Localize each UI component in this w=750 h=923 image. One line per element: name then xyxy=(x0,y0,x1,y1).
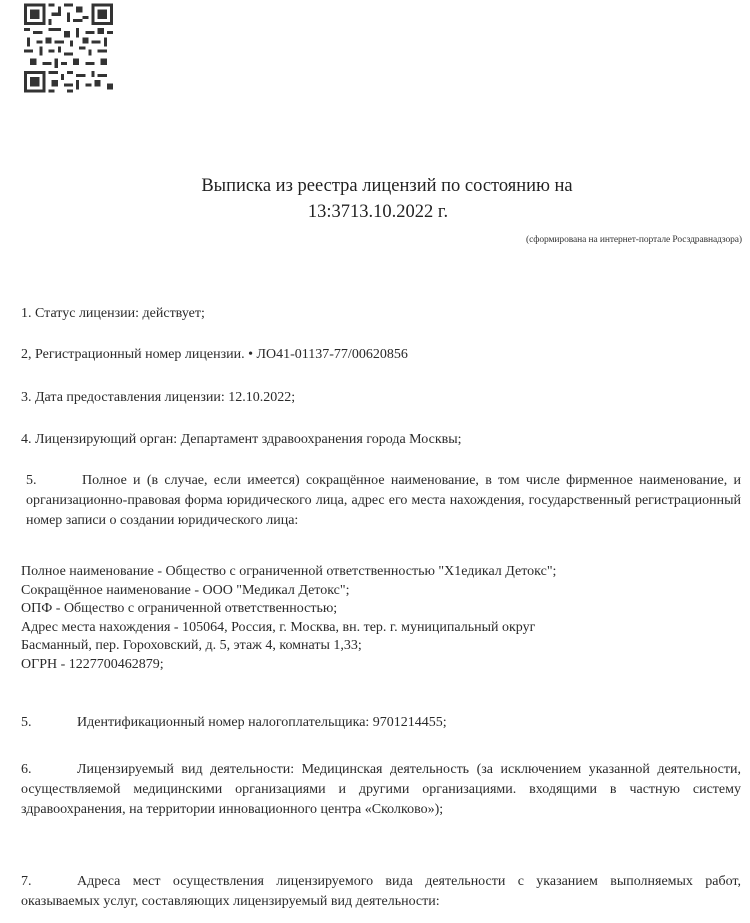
issue-date: 3. Дата предоставления лицензии: 12.10.2022; xyxy=(21,390,296,405)
licensing-authority: 4. Лицензирующий орган: Департамент здравоохранения города Москвы; xyxy=(21,432,462,447)
section-number: 5. xyxy=(26,473,37,488)
activity-text: Лицензируемый вид деятельности: Медицинская деятельность (за исключением указанной деятельности, осуществляемой медицинскими организациями и другими организациями. входящими в частную систему здравоохранения, на территории инновационного центра «Сколково»); xyxy=(21,762,741,817)
qr-code-icon xyxy=(24,3,113,93)
short-name: Сокращённое наименование - ООО "Медикал Детокс"; xyxy=(21,582,350,598)
full-name: Полное наименование - Общество с ограниченной ответственностью "Х1едикал Детокс"; xyxy=(21,564,557,579)
address-line-1: Адрес места нахождения - 105064, Россия, г. Москва, вн. тер. г. муниципальный округ xyxy=(21,619,536,635)
document-title xyxy=(0,173,750,225)
addresses-text: Адреса мест осуществления лицензируемого вида деятельности с указанием выполняемых работ, оказываемых услуг, составляющих лицензируемый вид деятельности: xyxy=(21,874,741,909)
source-note: (сформирована на интернет-портале Росздравнадзора) xyxy=(526,235,742,245)
title-line-1: Выписка из реестра лицензий по состоянию на xyxy=(201,176,573,196)
section-number: 7. xyxy=(21,874,32,889)
legal-form: ОПФ - Общество с ограниченной ответственностью; xyxy=(21,601,338,616)
section-number: 6. xyxy=(21,762,32,777)
section-number: 5. xyxy=(21,715,32,730)
ogrn: ОГРН - 1227700462879; xyxy=(21,656,164,672)
inn-section xyxy=(21,713,741,733)
address-line-2: Басманный, пер. Гороховский, д. 5, этаж 4, комнаты 1,33; xyxy=(21,638,362,653)
name-section xyxy=(26,471,741,531)
registration-number: 2, Регистрационный номер лицензии. • ЛО41-01137-77/00620856 xyxy=(21,347,408,362)
company-details xyxy=(21,563,741,674)
section-text: Полное и (в случае, если имеется) сокращённое наименование, в том числе фирменное наименование, и организационно-правовая форма юридического лица, адрес его места нахождения, государственный регистрационный номер записи о создании юридического лица: xyxy=(26,473,741,528)
inn-text: Идентификационный номер налогоплательщика: 9701214455; xyxy=(77,715,447,730)
addresses-section xyxy=(21,872,741,912)
activity-section xyxy=(21,760,741,820)
license-status: 1. Статус лицензии: действует; xyxy=(21,306,205,321)
title-date: 13:3713.10.2022 г. xyxy=(307,202,449,222)
